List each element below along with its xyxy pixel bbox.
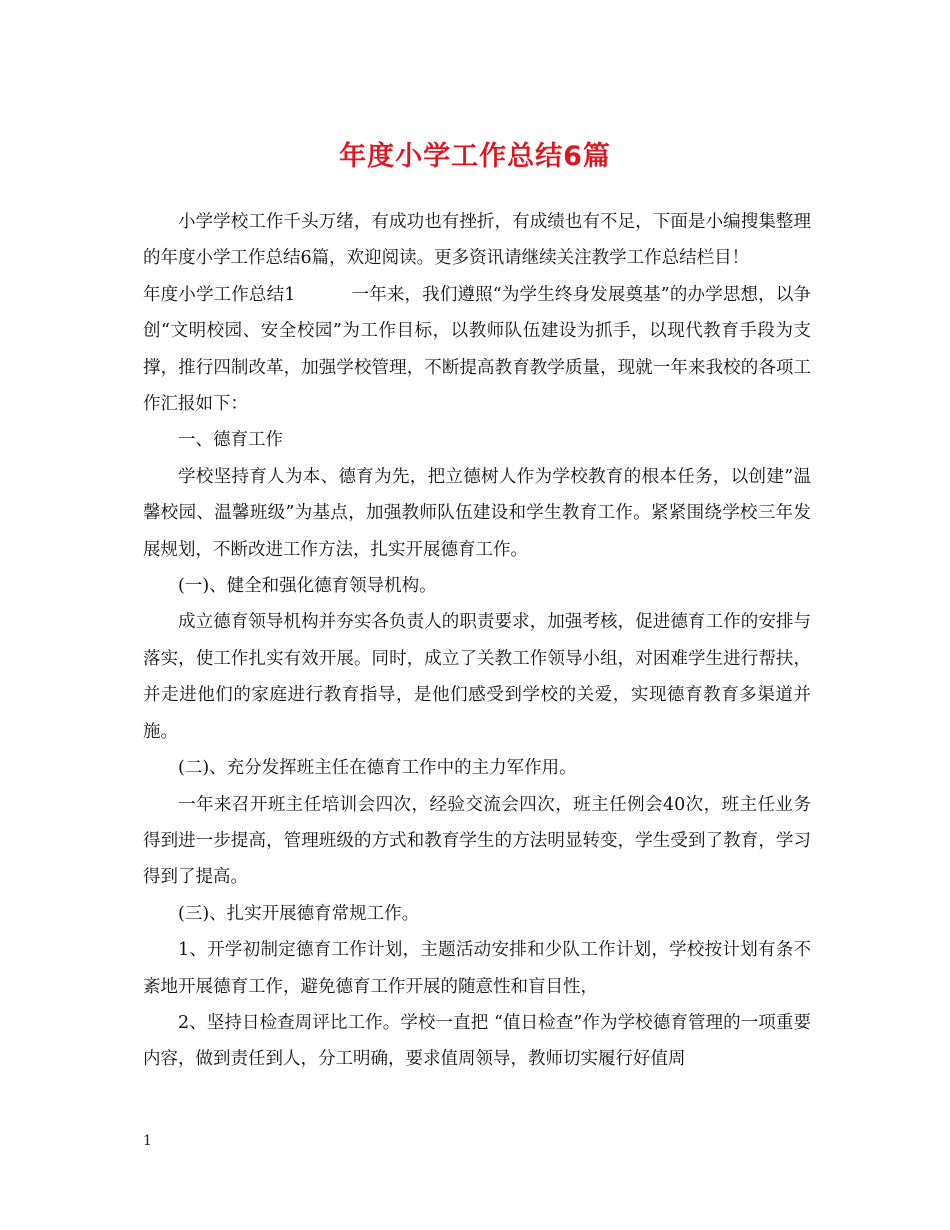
subheading-3: (三)、扎实开展德育常规工作。 — [178, 903, 420, 924]
intro-paragraph: 小学学校工作千头万绪，有成功也有挫折，有成绩也有不足，下面是小编搜集整理的年度小学工作总结6篇，欢迎阅读。更多资讯请继续关注教学工作总结栏目！ — [143, 212, 811, 269]
section1-text: 一年来，我们遵照“为学生终身发展奠基”的办学思想，以争创“文明校园、安全校园”为工作目标，以教师队伍建设为抓手，以现代教育手段为支撑，推行四制改革，加强学校管理，不断提高教育教学质量，现就一年来我校的各项工作汇报如下： — [143, 284, 811, 415]
moral-education-paragraph: 学校坚持育人为本、德育为先，把立德树人作为学校教育的根本任务，以创建”温馨校园、温馨班级”为基点，加强教师队伍建设和学生教育工作。紧紧围绕学校三年发展规划，不断改进工作方法，扎实开展德育工作。 — [143, 466, 811, 560]
section1-label: 年度小学工作总结1 — [143, 284, 296, 305]
subheading-1: (一)、健全和强化德育领导机构。 — [178, 576, 437, 597]
document-body — [143, 204, 811, 1078]
subheading-2: (二)、充分发挥班主任在德育工作中的主力军作用。 — [178, 758, 577, 779]
class-teacher-paragraph: 一年来召开班主任培训会四次，经验交流会四次，班主任例会40次，班主任业务得到进一步提高，管理班级的方式和教育学生的方法明显转变，学生受到了教育，学习得到了提高。 — [143, 794, 811, 888]
list-item-2: 2、坚持日检查周评比工作。学校一直把 “值日检查”作为学校德育管理的一项重要内容，做到责任到人，分工明确，要求值周领导，教师切实履行好值周 — [143, 1012, 811, 1070]
leadership-paragraph: 成立德育领导机构并夯实各负责人的职责要求，加强考核，促进德育工作的安排与落实，使工作扎实有效开展。同时，成立了关教工作领导小组，对困难学生进行帮扶，并走进他们的家庭进行教育指导，是他们感受到学校的关爱，实现德育教育多渠道并施。 — [143, 612, 811, 742]
list-item-1: 1、开学初制定德育工作计划，主题活动安排和少队工作计划，学校按计划有条不紊地开展德育工作，避免德育工作开展的随意性和盲目性， — [143, 940, 811, 997]
page-number: 1 — [143, 1133, 152, 1149]
heading-moral-education: 一、德育工作 — [178, 430, 283, 451]
document-title: 年度小学工作总结6篇 — [339, 141, 611, 172]
section1-paragraph — [143, 277, 811, 423]
